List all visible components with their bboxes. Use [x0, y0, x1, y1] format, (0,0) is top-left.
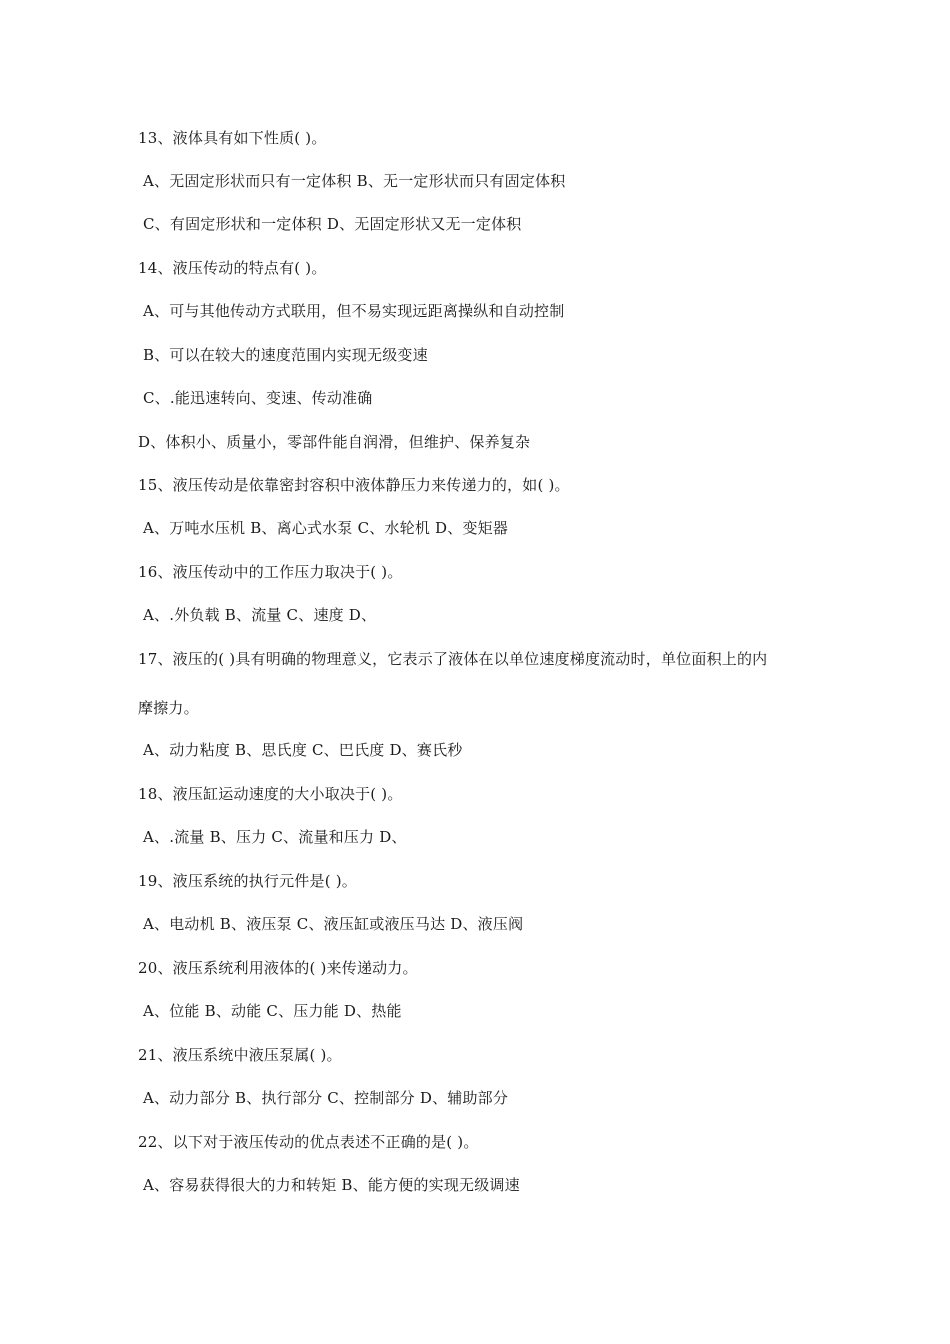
question-14-option-c: C、.能迅速转向、变速、传动准确	[143, 389, 373, 407]
question-16-options: A、.外负载 B、流量 C、速度 D、	[143, 606, 377, 624]
question-14-option-a: A、可与其他传动方式联用，但不易实现远距离操纵和自动控制	[143, 302, 565, 320]
question-14: 14、液压传动的特点有( )。	[138, 259, 327, 277]
question-17-continued: 摩擦力。	[138, 699, 199, 717]
question-18-options: A、.流量 B、压力 C、流量和压力 D、	[143, 828, 407, 846]
question-17: 17、液压的( )具有明确的物理意义，它表示了液体在以单位速度梯度流动时，单位面积上的内	[138, 650, 768, 668]
question-14-option-b: B、可以在较大的速度范围内实现无级变速	[143, 346, 428, 364]
question-20-options: A、位能 B、动能 C、压力能 D、热能	[143, 1002, 402, 1020]
question-21: 21、液压系统中液压泵属( )。	[138, 1046, 342, 1064]
question-13-options-ab: A、无固定形状而只有一定体积 B、无一定形状而只有固定体积	[143, 172, 566, 190]
question-20: 20、液压系统利用液体的( )来传递动力。	[138, 959, 418, 977]
question-19: 19、液压系统的执行元件是( )。	[138, 872, 357, 890]
question-18: 18、液压缸运动速度的大小取决于( )。	[138, 785, 403, 803]
question-13-options-cd: C、有固定形状和一定体积 D、无固定形状又无一定体积	[143, 215, 522, 233]
question-22-options: A、容易获得很大的力和转矩 B、能方便的实现无级调速	[143, 1176, 520, 1194]
question-21-options: A、动力部分 B、执行部分 C、控制部分 D、辅助部分	[143, 1089, 509, 1107]
question-17-options: A、动力粘度 B、思氏度 C、巴氏度 D、赛氏秒	[143, 741, 463, 759]
question-13: 13、液体具有如下性质( )。	[138, 129, 327, 147]
question-15: 15、液压传动是依靠密封容积中液体静压力来传递力的，如( )。	[138, 476, 570, 494]
question-14-option-d: D、体积小、质量小，零部件能自润滑，但维护、保养复杂	[138, 433, 531, 451]
question-15-options: A、万吨水压机 B、离心式水泵 C、水轮机 D、变矩器	[143, 519, 509, 537]
question-16: 16、液压传动中的工作压力取决于( )。	[138, 563, 403, 581]
question-22: 22、以下对于液压传动的优点表述不正确的是( )。	[138, 1133, 479, 1151]
question-19-options: A、电动机 B、液压泵 C、液压缸或液压马达 D、液压阀	[143, 915, 524, 933]
